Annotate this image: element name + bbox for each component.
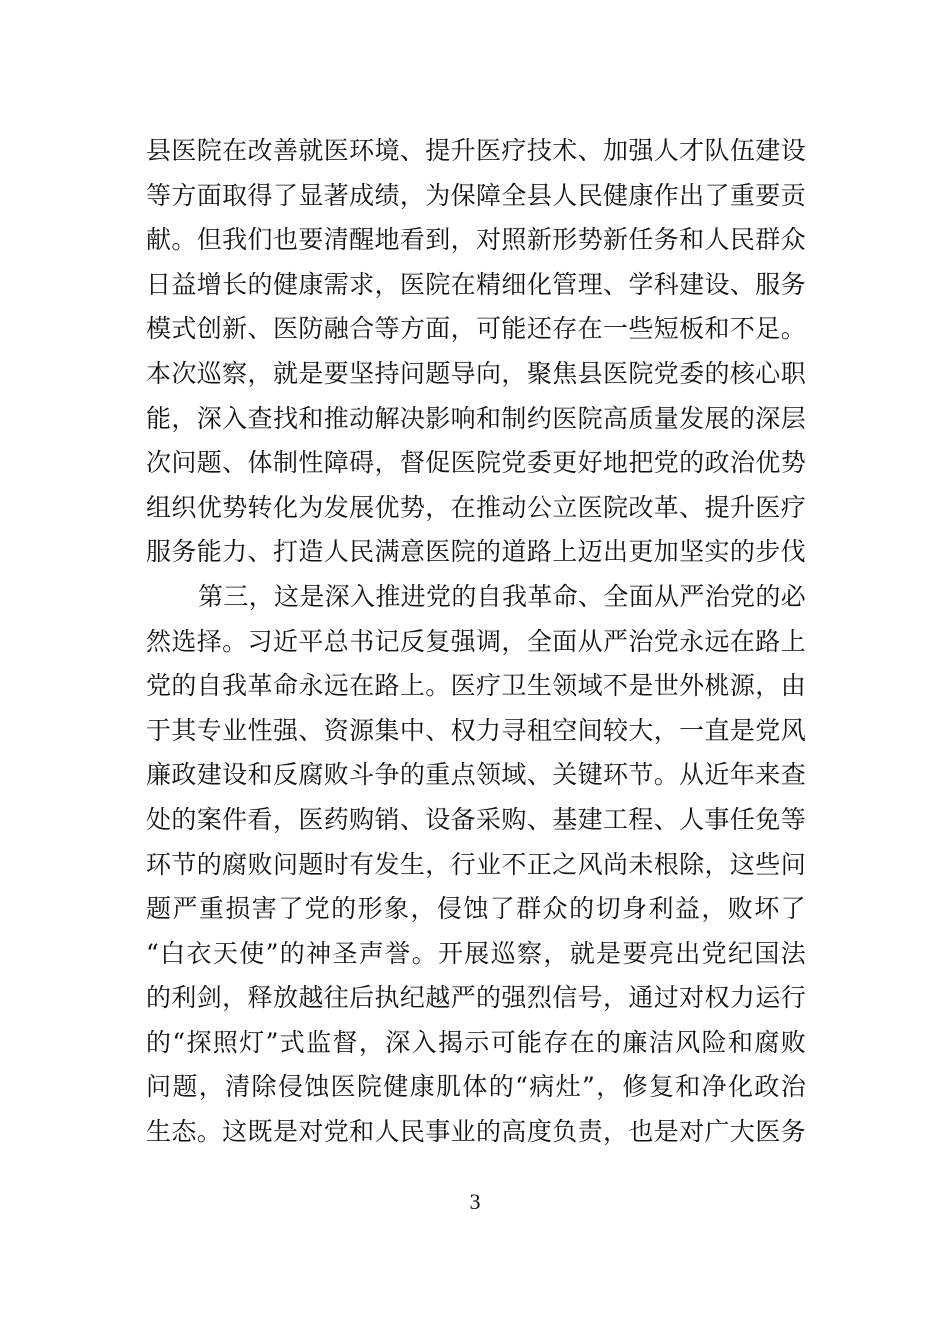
text-line: 的利剑，释放越往后执纪越严的强烈信号，通过对权力运行 — [146, 983, 806, 1013]
text-line: 于其专业性强、资源集中、权力寻租空间较大，一直是党风 — [146, 715, 806, 745]
text-line: 模式创新、医防融合等方面，可能还存在一些短板和不足。 — [146, 314, 806, 344]
text-line: 次问题、体制性障碍，督促医院党委更好地把党的政治优势 — [146, 448, 806, 478]
text-line: 廉政建设和反腐败斗争的重点领域、关键环节。从近年来查 — [146, 760, 806, 790]
text-line: 等方面取得了显著成绩，为保障全县人民健康作出了重要贡 — [146, 180, 806, 210]
text-line: 组织优势转化为发展优势，在推动公立医院改革、提升医疗 — [146, 492, 806, 522]
text-line: 服务能力、打造人民满意医院的道路上迈出更加坚实的步伐 — [146, 537, 806, 567]
text-line: 本次巡察，就是要坚持问题导向，聚焦县医院党委的核心职 — [146, 358, 806, 388]
paragraph-continued — [146, 129, 806, 575]
text-line: 县医院在改善就医环境、提升医疗技术、加强人才队伍建设 — [146, 136, 806, 165]
text-line: 能，深入查找和推动解决影响和制约医院高质量发展的深层 — [146, 403, 806, 433]
paragraph-third-point — [146, 575, 806, 1155]
text-line: 题严重损害了党的形象，侵蚀了群众的切身利益，败坏了 — [146, 894, 806, 924]
page-number: 3 — [469, 1189, 481, 1214]
text-line: 日益增长的健康需求，医院在精细化管理、学科建设、服务 — [146, 269, 806, 299]
text-line: 环节的腐败问题时有发生，行业不正之风尚未根除，这些问 — [146, 849, 806, 879]
text-line: 问题，清除侵蚀医院健康肌体的“病灶”，修复和净化政治 — [146, 1072, 806, 1102]
text-line: 党的自我革命永远在路上。医疗卫生领域不是世外桃源，由 — [146, 671, 806, 701]
text-line: “白衣天使”的神圣声誉。开展巡察，就是要亮出党纪国法 — [146, 938, 806, 968]
text-line: 处的案件看，医药购销、设备采购、基建工程、人事任免等 — [146, 804, 806, 834]
body-text — [146, 129, 806, 1155]
text-line: 然选择。习近平总书记反复强调，全面从严治党永远在路上 — [146, 626, 806, 656]
text-line: 生态。这既是对党和人民事业的高度负责，也是对广大医务 — [146, 1117, 806, 1147]
text-line-indented: 第三，这是深入推进党的自我革命、全面从严治党的必 — [198, 581, 806, 611]
text-line: 献。但我们也要清醒地看到，对照新形势新任务和人民群众 — [146, 225, 806, 255]
text-line: 的“探照灯”式监督，深入揭示可能存在的廉洁风险和腐败 — [146, 1027, 806, 1057]
